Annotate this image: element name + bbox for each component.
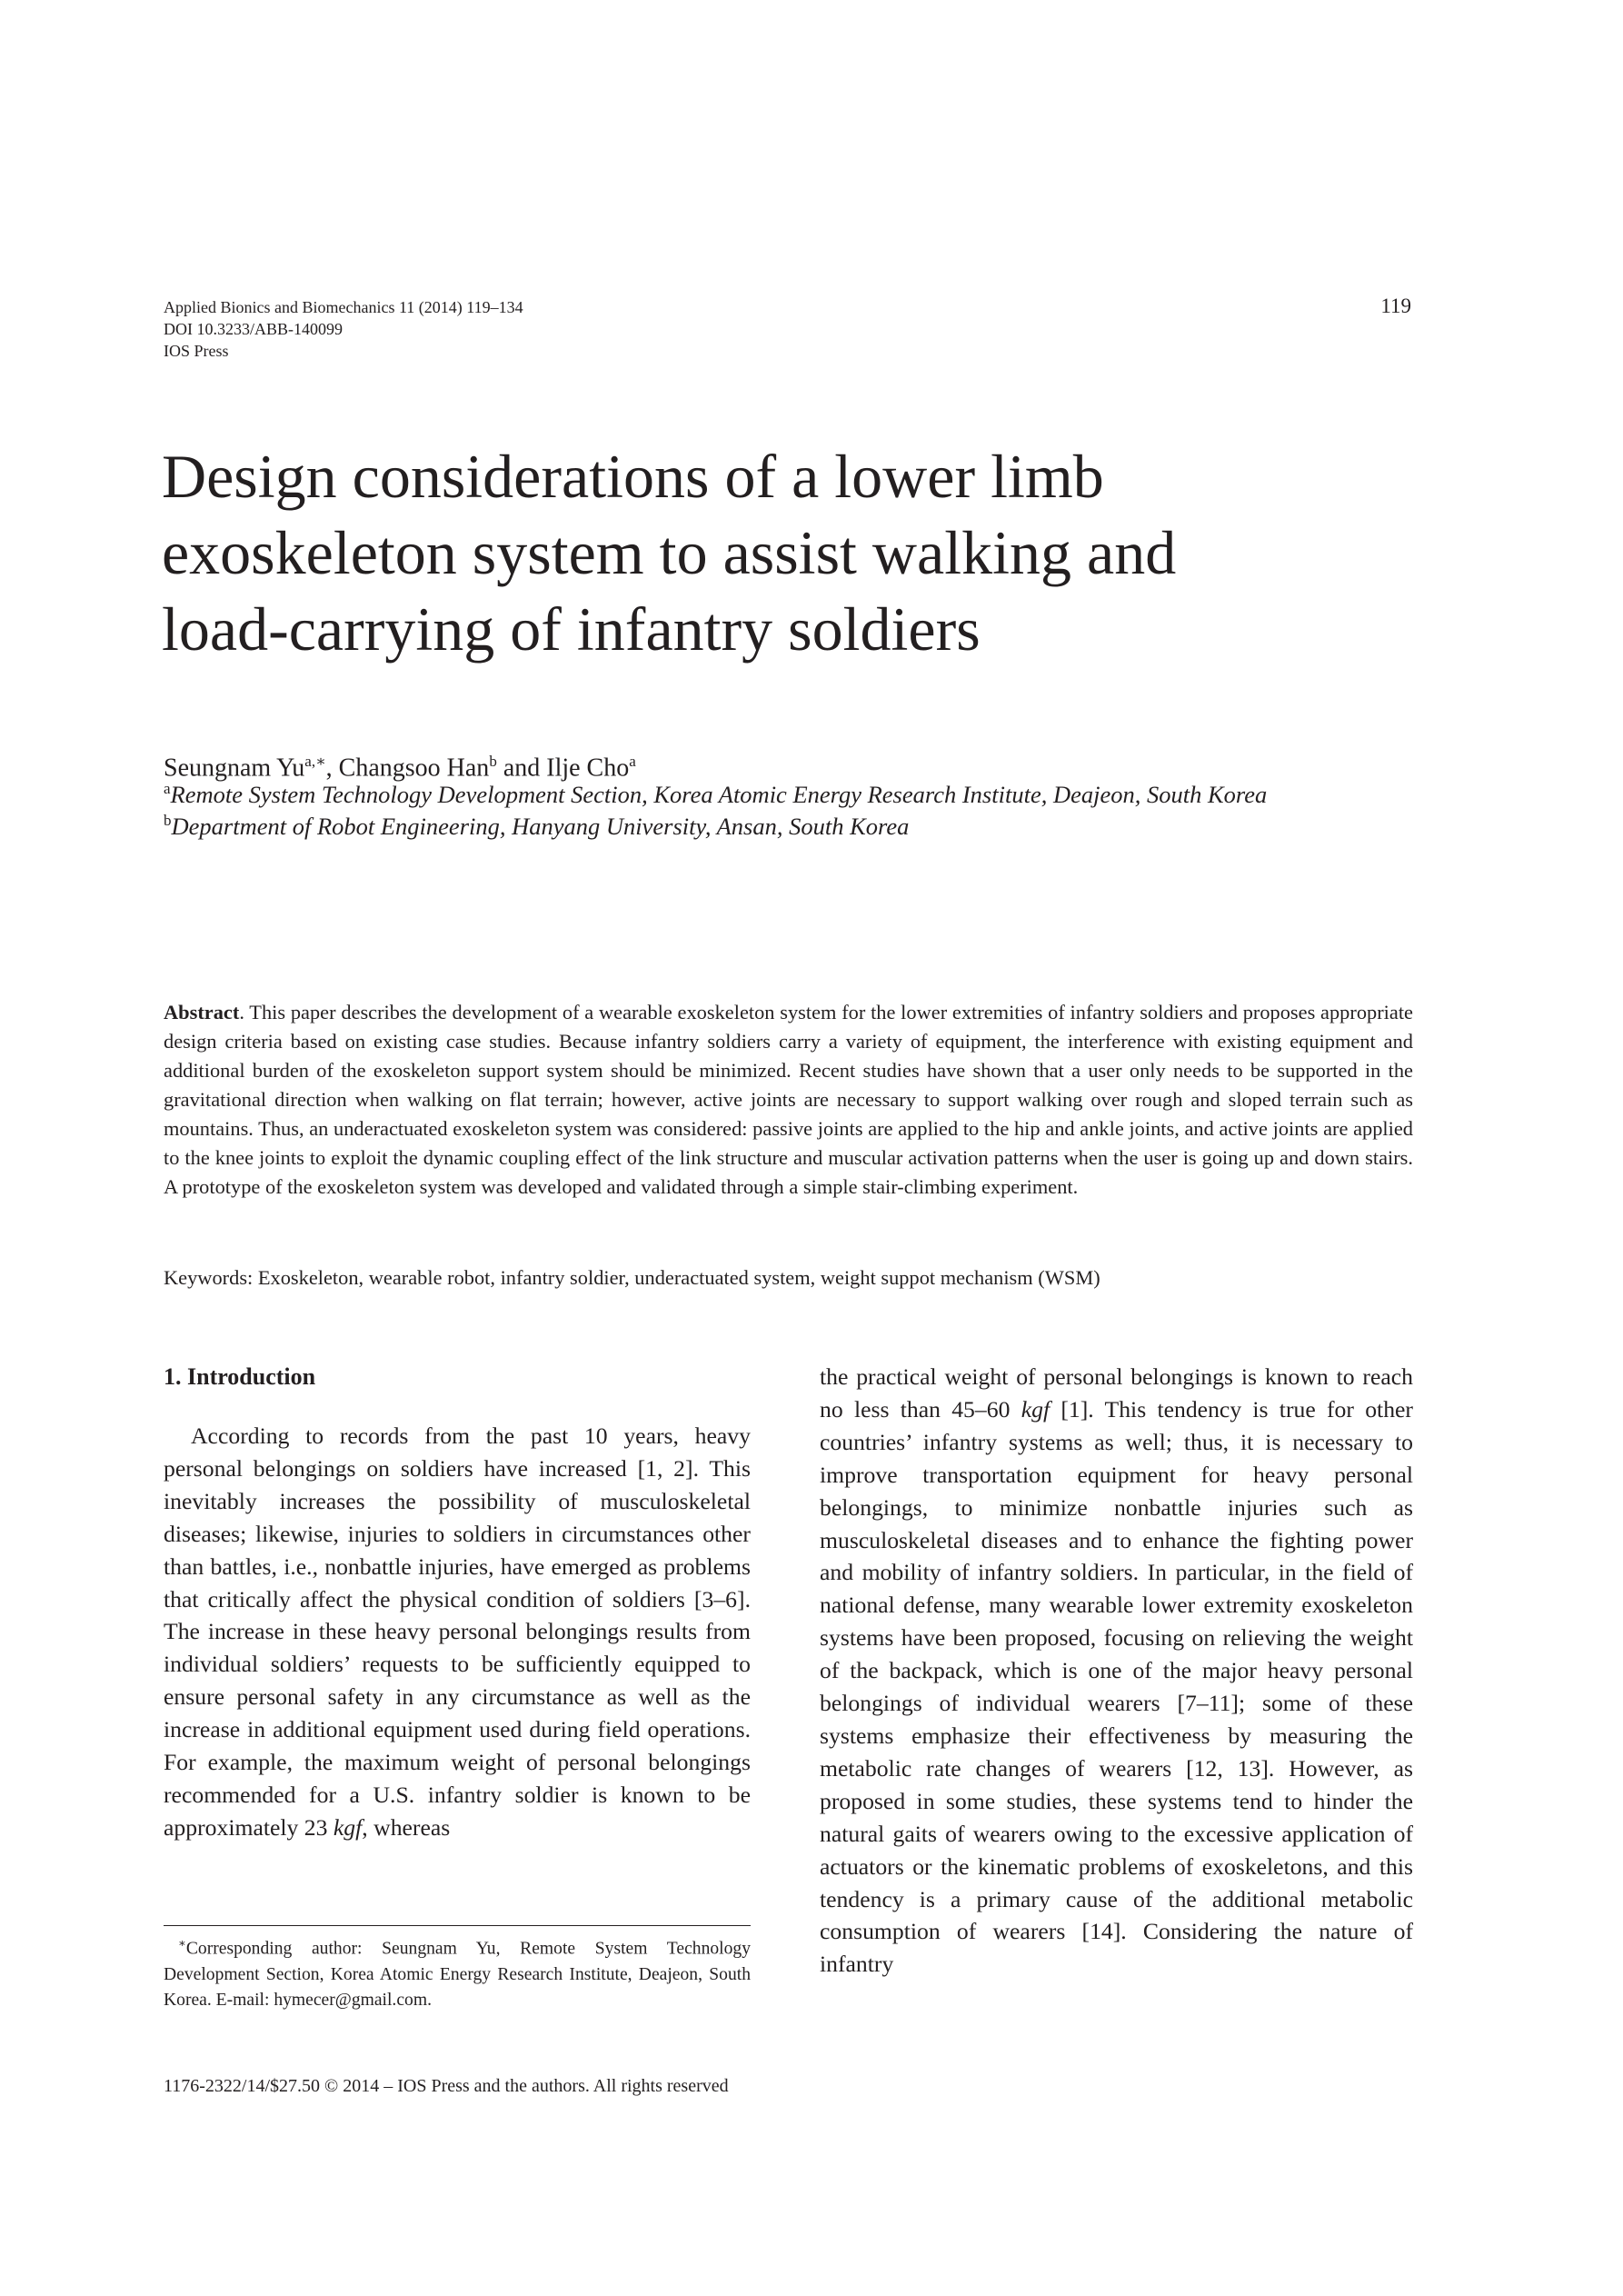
paragraph-text: According to records from the past 10 years, heavy personal belongings on soldiers have increased [1, 2]. This inevitably increases the possibility of musculoskeletal diseases; likewise, injuries to soldiers in circumstances other than battles, i.e., nonbattle injuries, have emerged as problems that critically affect the physical condition of soldiers [3–6]. The increase in these heavy personal belongings results from individual soldiers’ requests to be sufficiently equipped to ensure personal safety in any circumstance as well as the increase in additional equipment used during field operations. For example, the maximum weight of personal belongings recommended for a U.S. infantry soldier is known to be approximately 23 [164,1423,751,1841]
paragraph-text: the practical weight of personal belongings is known to reach no less than 45–60 [820,1363,1413,1423]
doi: DOI 10.3233/ABB-140099 [164,320,343,338]
body-column-right [820,1361,1413,1981]
body-column-left [164,1420,751,1844]
author-separator: and [496,754,547,783]
author-name: Changsoo Han [338,754,490,783]
footnote [164,1931,751,2013]
paper-title [162,438,1434,667]
author-list [164,745,636,784]
running-header [164,296,523,362]
section-heading: 1. Introduction [164,1363,316,1390]
abstract-text: . This paper describes the development of a wearable exoskeleton system for the lower extremities of infantry soldiers and proposes appropriate design criteria based on existing case studies. Because infantry soldiers carry a variety of equipment, the interference with existing equipment and additional burden of the exoskeleton support system should be minimized. Recent studies have shown that a user only needs to be supported in the gravitational direction when walking on flat terrain; however, active joints are necessary to support walking over rough and sloped terrain such as mountains. Thus, an underactuated exoskeleton system was considered: passive joints are applied to the hip and ankle joints, and active joints are applied to the knee joints to exploit the dynamic coupling effect of the link structure and muscular activation patterns when the user is going up and down stairs. A prototype of the exoskeleton system was developed and validated through a simple stair-climbing experiment. [164,1001,1413,1198]
author-separator: , [325,754,339,783]
author-affil-marker: b [489,753,497,770]
author-affil-marker: a [629,753,636,770]
journal-citation: Applied Bionics and Biomechanics 11 (2014) 119–134 [164,298,523,316]
abstract-label: Abstract [164,1001,240,1023]
affiliation-marker: a [164,780,171,797]
paragraph-text: , whereas [362,1813,451,1841]
keywords: Keywords: Exoskeleton, wearable robot, infantry soldier, underactuated system, weight suppot mechanism (WSM) [164,1266,1100,1289]
page-number: 119 [1380,294,1411,317]
footnote-marker: ∗ [178,1936,186,1950]
affiliation [164,780,1267,809]
author-name: Seungnam Yu [164,754,305,783]
affiliation [164,812,909,841]
title-line: Design considerations of a lower limb [162,442,1104,511]
publisher: IOS Press [164,342,229,360]
affiliation-text: Department of Robot Engineering, Hanyang University, Ansan, South Korea [171,812,910,840]
abstract [164,998,1413,1202]
footnote-text: Corresponding author: Seungnam Yu, Remote System Technology Development Section, Korea Atomic Energy Research Institute, Deajeon, South Korea. E-mail: hymecer@gmail.com. [164,1939,751,2010]
title-line: exoskeleton system to assist walking and [162,518,1177,587]
paragraph-text: [1]. This tendency is true for other countries’ infantry systems as well; thus, it is necessary to improve transportation equipment for heavy personal belongings, to minimize nonbattle injuries such as musculoskeletal diseases and to enhance the fighting power and mobility of infantry soldiers. In particular, in the field of national defense, many wearable lower extremity exoskeleton systems have been proposed, focusing on relieving the weight of the backpack, which is one of the major heavy personal belongings of individual wearers [7–11]; some of these systems emphasize their effectiveness by measuring the metabolic rate changes of wearers [12, 13]. However, as proposed in some studies, these systems tend to hinder the natural gaits of wearers owing to the excessive application of actuators or the kinematic problems of exoskeletons, and this tendency is a primary cause of the additional metabolic consumption of wearers [14]. Considering the nature of infantry [820,1395,1413,1978]
unit: kgf [333,1813,363,1841]
unit: kgf [1021,1395,1050,1423]
affiliation-text: Remote System Technology Development Section, Korea Atomic Energy Research Institute, Deajeon, South Korea [170,780,1268,808]
affiliation-marker: b [164,812,172,829]
title-line: load-carrying of infantry soldiers [162,594,981,664]
author-affil-marker: a,∗ [304,753,326,770]
copyright-line: 1176-2322/14/$27.50 © 2014 – IOS Press and the authors. All rights reserved [164,2076,729,2096]
author-name: Ilje Cho [546,754,630,783]
footnote-divider [164,1925,751,1926]
